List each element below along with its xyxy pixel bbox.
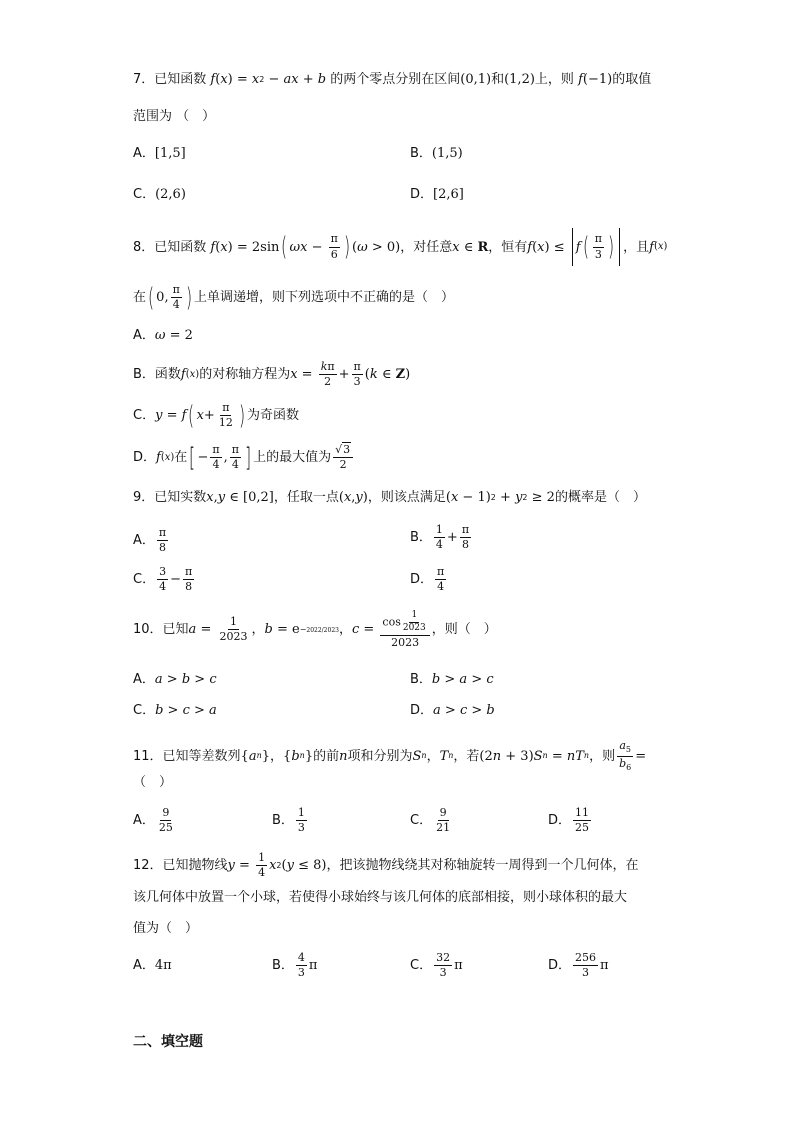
question-10-option-d: D． a > c > b [410,703,495,718]
question-10-line-1: 10．已知 a = $\frac{1}{2023}$ ， b = e −2022/2023 ， c = cos $\frac{1}{2023}$ 2023 ，则（ ） [133,610,497,649]
question-9-option-c: C． $\frac{3}{4}$ − $\frac{\pi}{8}$ [133,565,193,594]
question-7-option-d: D． [2,6] [410,187,464,202]
question-10-option-b: B． b > a > c [410,672,494,687]
question-8-line-2: 在 ( 0, $\frac{\pi}{4}$ ) 上单调递增，则下列选项中不正确的是（ ） [133,282,454,313]
question-11-option-a: A． $\frac{9}{25}$ [133,806,173,835]
question-8-line-1: 8．已知函数 f ( x ) = 2sin ( ωx − $\frac{\pi}{6}$ ) ( ω > 0) ，对任意 x ∈ R ，恒有 f ( x ) ≤ f ( $\frac{\pi}{3}$ ) ，且 f ( x ) [133,228,667,266]
question-11-option-c: C． $\frac{9}{21}$ [410,806,451,835]
question-12-line-3: 值为（ ） [133,921,199,936]
question-7-line-2: 范围为 （ ） [133,109,216,124]
question-8-option-d: D． f ( x ) 在 [ − $\frac{\pi}{4}$ , $\frac{\pi}{4}$ ] 上的最大值为 $\frac{√3}{2}$ [133,444,355,471]
question-11-option-b: B． $\frac{1}{3}$ [272,806,305,835]
question-10-option-c: C． b > c > a [133,703,217,718]
question-12-line-2: 该几何体中放置一个小球，若使得小球始终与该几何体的底部相接，则小球体积的最大 [133,890,628,905]
question-8-option-c: C． y = f ( x + $\frac{\pi}{12}$ ) 为奇函数 [133,400,299,431]
question-8-option-b: B．函数 f ( x ) 的对称轴方程为 x = $\frac{k\pi}{2}$ + $\frac{\pi}{3}$ ( k ∈ Z) [133,360,411,389]
question-11-option-d: D． $\frac{11}{25}$ [548,806,590,835]
question-7-line-1: 7．已知函数 f ( x ) = x 2 − ax + b 的两个零点分别在区间 (0,1) 和 (1,2) 上，则 f (−1) 的取值 [133,72,652,87]
question-10-option-a: A． a > b > c [133,672,217,687]
question-12-option-d: D． $\frac{256}{3}$ π [548,951,609,980]
question-7-option-c: C． (2,6) [133,187,186,202]
question-11-line-1: 11．已知等差数列 { a n } ， { b n } 的前 n 项和分别为 S n ， T n ，若 (2 n + 3) S n = nT n ，则 $\frac{a_5}{b_6}$ = [133,739,647,773]
section-title: 二、填空题 [133,1034,203,1050]
question-12-line-1: 12．已知抛物线 y = $\frac{1}{4}$ x 2 ( y ≤ 8) ，把该抛物线绕其对称轴旋转一周得到一个几何体，在 [133,851,639,880]
question-9-option-a: A． $\frac{\pi}{8}$ [133,526,167,555]
question-12-option-b: B． $\frac{4}{3}$ π [272,951,318,980]
question-7-option-b: B． (1,5) [410,146,463,161]
question-12-option-c: C． $\frac{32}{3}$ π [410,951,463,980]
question-9-option-b: B． $\frac{1}{4}$ + $\frac{\pi}{8}$ [410,523,470,552]
question-12-option-a: A． 4π [133,958,172,973]
question-8-option-a: A． ω = 2 [133,328,193,343]
question-9-option-d: D． $\frac{\pi}{4}$ [410,565,445,594]
question-11-line-2: （ ） [133,775,173,790]
question-7-option-a: A． [1,5] [133,146,186,161]
question-9-line-1: 9．已知实数 x , y ∈ [0,2] ，任取一点 ( x , y ) ，则该点满足 ( x − 1) 2 + y 2 ≥ 2 的概率是（ ） [133,490,646,505]
